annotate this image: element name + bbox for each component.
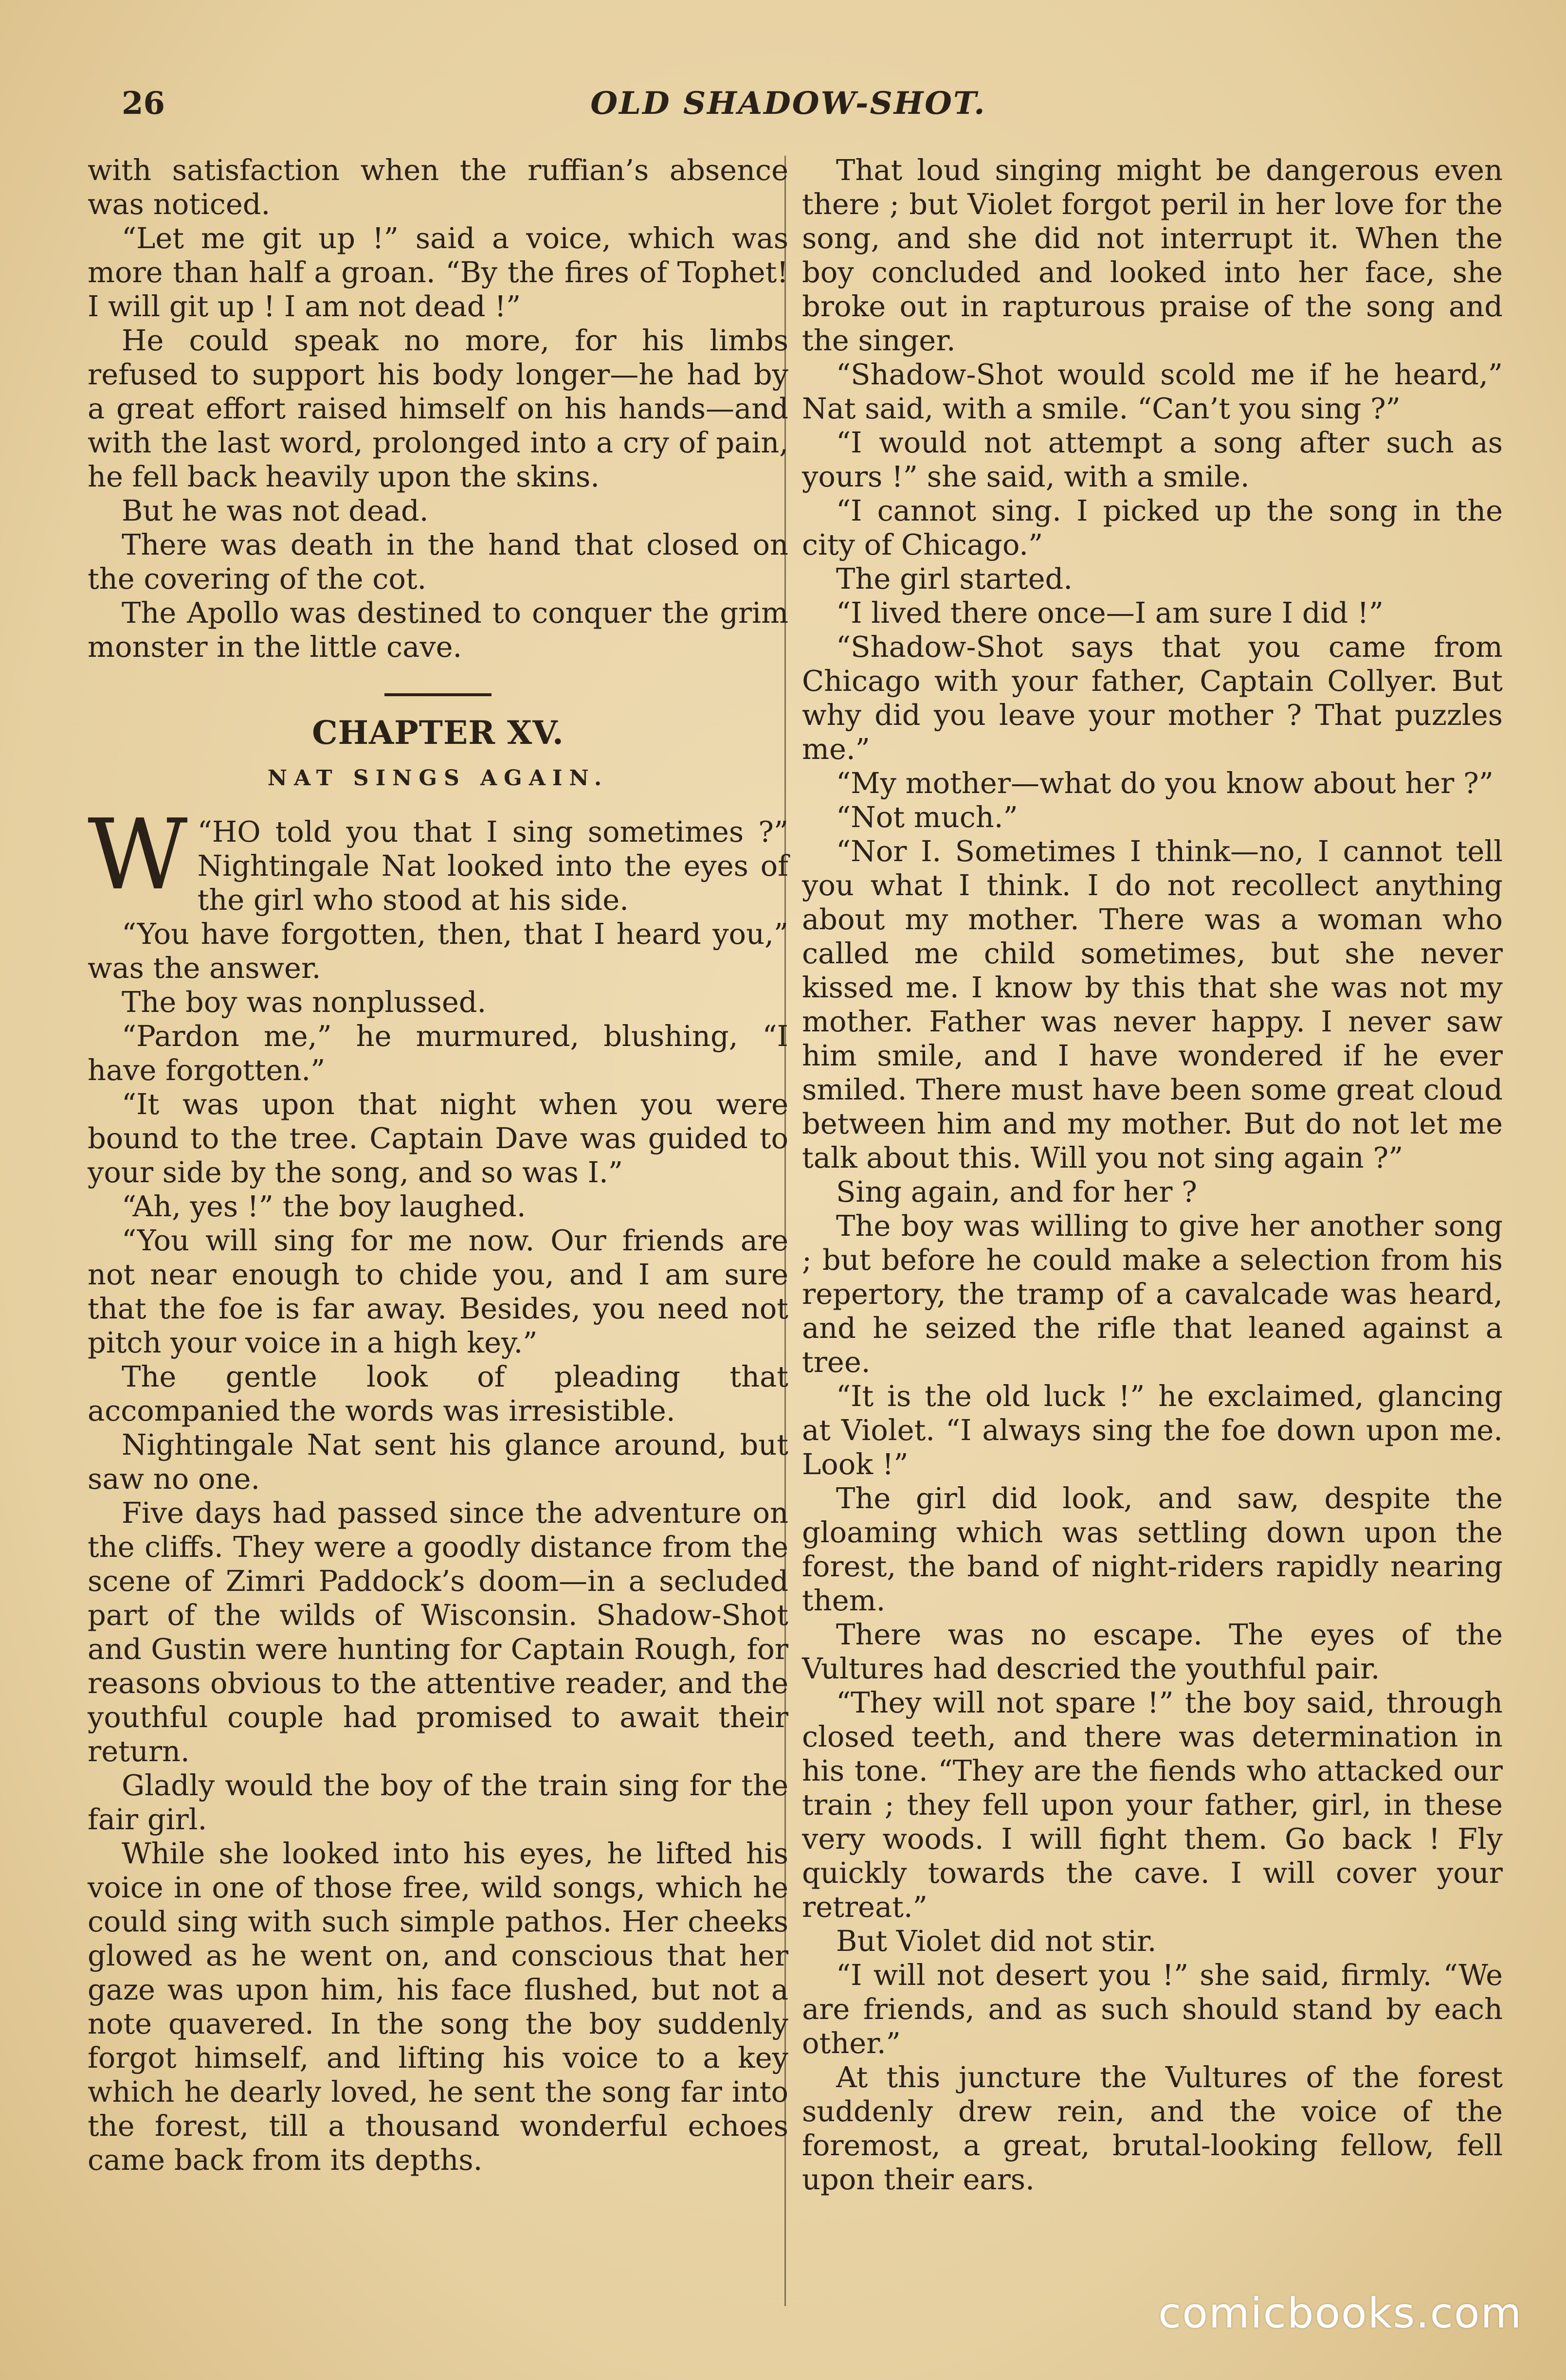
paragraph: with satisfaction when the ruffian’s absence was noticed. xyxy=(88,153,788,221)
opening-quote: “ xyxy=(197,815,212,848)
paragraph: Nightingale Nat sent his glance around, but saw no one. xyxy=(88,1428,788,1496)
paragraph: “Let me git up !” said a voice, which was more than half a groan. “By the fires of Tophet! I will git up ! I am not dead !” xyxy=(88,221,788,323)
paragraph: “I lived there once—I am sure I did !” xyxy=(836,596,1384,630)
paragraph: “I will not desert you !” she said, firmly. “We are friends, and as such should stand by each other.” xyxy=(802,1958,1503,2060)
chapter-subtitle: NAT SINGS AGAIN. xyxy=(267,766,609,791)
page-number: 26 xyxy=(122,85,165,122)
paragraph: “It is the old luck !” he exclaimed, glancing at Violet. “I always sing the foe down upon me. Look !” xyxy=(802,1379,1503,1481)
paragraph: But Violet did not stir. xyxy=(836,1924,1157,1958)
paragraph: “You will sing for me now. Our friends are not near enough to chide you, and I am sure that the foe is far away. Besides, you need not pitch your voice in a high key.” xyxy=(88,1224,788,1359)
paragraph: While she looked into his eyes, he lifted his voice in one of those free, wild songs, which he could sing with such simple pathos. Her cheeks glowed as he went on, and conscious that her gaze was upon him, his face flushed, but not a note quavered. In the song the boy suddenly forgot himself, and lifting his voice to a key which he dearly loved, he sent the song far into the forest, till a thousand wonderful echoes came back from its depths. xyxy=(88,1837,788,2177)
paragraph: The girl started. xyxy=(836,562,1073,595)
paragraph: “They will not spare !” the boy said, through closed teeth, and there was determination in his tone. “They are the fiends who attacked our train ; they fell upon your father, girl, in these very woods. I will fight them. Go back ! Fly quickly towards the cave. I will cover your retreat.” xyxy=(802,1686,1503,1924)
paragraph: That loud singing might be dangerous even there ; but Violet forgot peril in her love for the song, and she did not interrupt it. When the boy concluded and looked into her face, she broke out in rapturous praise of the song and the singer. xyxy=(802,153,1503,357)
paragraph: The boy was willing to give her another song ; but before he could make a selection from his repertory, the tramp of a cavalcade was heard, and he seized the rifle that leaned against a tree. xyxy=(802,1209,1503,1379)
paragraph: “Shadow-Shot says that you came from Chicago with your father, Captain Collyer. But why did you leave your mother ? That puzzles me.” xyxy=(802,630,1503,766)
paragraph: “Ah, yes !” the boy laughed. xyxy=(122,1190,526,1223)
paragraph: “I cannot sing. I picked up the song in the city of Chicago.” xyxy=(802,494,1503,561)
page-header xyxy=(88,80,1489,124)
paragraph: “Pardon me,” he murmured, blushing, “I have forgotten.” xyxy=(88,1019,788,1087)
paragraph: “Not much.” xyxy=(836,800,1018,834)
paragraph: “You have forgotten, then, that I heard you,” was the answer. xyxy=(88,917,788,985)
paragraph: “My mother—what do you know about her ?” xyxy=(836,766,1493,800)
paragraph: There was no escape. The eyes of the Vultures had descried the youthful pair. xyxy=(802,1618,1503,1685)
paragraph: There was death in the hand that closed on the covering of the cot. xyxy=(88,528,788,595)
running-head: OLD SHADOW-SHOT. xyxy=(590,85,986,122)
paragraph: The boy was nonplussed. xyxy=(122,985,487,1019)
paragraph: Gladly would the boy of the train sing for the fair girl. xyxy=(88,1768,788,1836)
paragraph: The girl did look, and saw, despite the gloaming which was settling down upon the forest, the band of night-riders rapidly nearing them. xyxy=(802,1481,1503,1617)
drop-cap: W xyxy=(88,798,188,912)
left-column xyxy=(88,153,788,2177)
section-rule xyxy=(384,693,492,696)
paragraph: Five days had passed since the adventure on the cliffs. They were a goodly distance from the scene of Zimri Paddock’s doom—in a secluded part of the wilds of Wisconsin. Shadow-Shot and Gustin were hunting for Captain Rough, for reasons obvious to the attentive reader, and the youthful couple had promised to await their return. xyxy=(88,1496,788,1768)
paragraph: The gentle look of pleading that accompanied the words was irresistible. xyxy=(88,1360,788,1427)
right-column xyxy=(802,153,1503,2197)
opening-text: HO told you that I sing sometimes ?” Nightingale Nat looked into the eyes of the girl who stood at his side. xyxy=(197,815,788,917)
paragraph: At this juncture the Vultures of the forest suddenly drew rein, and the voice of the foremost, a great, brutal-looking fellow, fell upon their ears. xyxy=(802,2060,1503,2196)
paragraph: The Apollo was destined to conquer the grim monster in the little cave. xyxy=(88,596,788,664)
paragraph: But he was not dead. xyxy=(122,494,429,527)
paragraph: Sing again, and for her ? xyxy=(836,1175,1197,1208)
paragraph: He could speak no more, for his limbs refused to support his body longer—he had by a great effort raised himself on his hands—and with the last word, prolonged into a cry of pain, he fell back heavily upon the skins. xyxy=(88,324,788,493)
paragraph: “Shadow-Shot would scold me if he heard,” Nat said, with a smile. “Can’t you sing ?” xyxy=(802,358,1503,425)
chapter-title: CHAPTER XV. xyxy=(312,714,564,752)
paragraph: “I would not attempt a song after such as yours !” she said, with a smile. xyxy=(802,426,1503,493)
paragraph: “It was upon that night when you were bound to the tree. Captain Dave was guided to your side by the song, and so was I.” xyxy=(88,1087,788,1189)
paragraph: “Nor I. Sometimes I think—no, I cannot tell you what I think. I do not recollect anything about my mother. There was a woman who called me child sometimes, but she never kissed me. I know by this that she was not my mother. Father was never happy. I never saw him smile, and I have wondered if he ever smiled. There must have been some great cloud between him and my mother. But do not let me talk about this. Will you not sing again ?” xyxy=(802,834,1503,1174)
watermark: comicbooks.com xyxy=(1158,2289,1523,2338)
opening-paragraph xyxy=(88,798,788,917)
